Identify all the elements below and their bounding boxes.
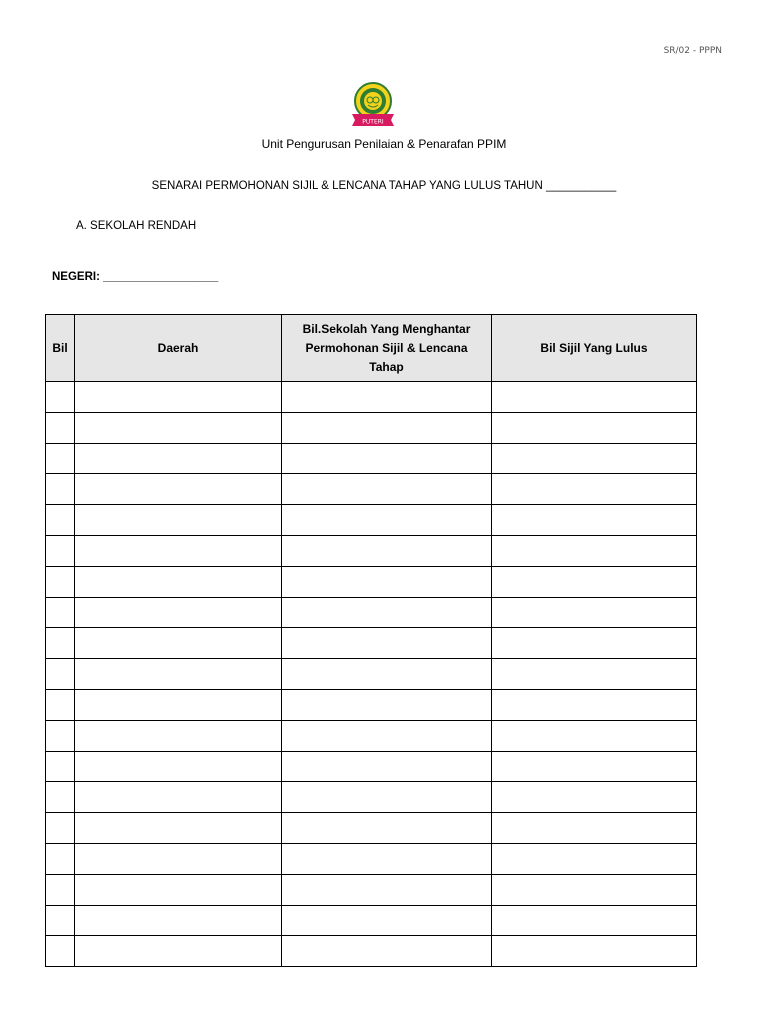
table-row [46, 874, 697, 905]
table-row [46, 535, 697, 566]
table-row [46, 474, 697, 505]
table-cell[interactable] [492, 474, 697, 505]
table-row [46, 597, 697, 628]
table-cell[interactable] [46, 813, 75, 844]
table-cell[interactable] [75, 505, 282, 536]
table-cell[interactable] [492, 782, 697, 813]
table-cell[interactable] [46, 412, 75, 443]
table-cell[interactable] [492, 689, 697, 720]
table-cell[interactable] [46, 659, 75, 690]
table-cell[interactable] [46, 874, 75, 905]
table-header-row [46, 315, 697, 382]
table-cell[interactable] [492, 659, 697, 690]
table-cell[interactable] [75, 720, 282, 751]
table-row [46, 659, 697, 690]
application-table [45, 314, 697, 967]
table-cell[interactable] [75, 843, 282, 874]
table-cell[interactable] [75, 689, 282, 720]
table-cell[interactable] [75, 597, 282, 628]
table-cell[interactable] [492, 813, 697, 844]
table-cell[interactable] [492, 597, 697, 628]
table-cell[interactable] [492, 566, 697, 597]
header-bil: Bil [46, 315, 75, 382]
table-cell[interactable] [75, 936, 282, 967]
table-cell[interactable] [75, 443, 282, 474]
table-cell[interactable] [492, 720, 697, 751]
table-cell[interactable] [75, 751, 282, 782]
table-cell[interactable] [46, 566, 75, 597]
table-cell[interactable] [282, 720, 492, 751]
table-cell[interactable] [75, 782, 282, 813]
table-cell[interactable] [492, 443, 697, 474]
table-cell[interactable] [282, 412, 492, 443]
table-cell[interactable] [46, 689, 75, 720]
table-cell[interactable] [282, 751, 492, 782]
table-cell[interactable] [46, 628, 75, 659]
table-cell[interactable] [282, 474, 492, 505]
table-cell[interactable] [282, 628, 492, 659]
table-cell[interactable] [282, 659, 492, 690]
unit-title: Unit Pengurusan Penilaian & Penarafan PPIM [261, 137, 507, 151]
table-cell[interactable] [75, 566, 282, 597]
table-cell[interactable] [75, 412, 282, 443]
table-body [46, 382, 697, 967]
table-cell[interactable] [46, 382, 75, 413]
negeri-field[interactable]: NEGERI: __________________ [52, 271, 219, 283]
main-title: SENARAI PERMOHONAN SIJIL & LENCANA TAHAP YANG LULUS TAHUN ___________ [151, 180, 617, 192]
table-cell[interactable] [492, 505, 697, 536]
section-label: A. SEKOLAH RENDAH [76, 220, 197, 232]
table-row [46, 382, 697, 413]
table-cell[interactable] [282, 566, 492, 597]
table-cell[interactable] [282, 535, 492, 566]
table-row [46, 905, 697, 936]
header-daerah: Daerah [75, 315, 282, 382]
logo-ribbon-text: PUTERI [362, 118, 384, 126]
table-cell[interactable] [75, 535, 282, 566]
puteri-logo [346, 80, 400, 128]
table-cell[interactable] [282, 874, 492, 905]
table-row [46, 751, 697, 782]
table-cell[interactable] [46, 474, 75, 505]
table-cell[interactable] [75, 659, 282, 690]
table-cell[interactable] [75, 905, 282, 936]
table-cell[interactable] [492, 535, 697, 566]
header-bil-sijil: Bil Sijil Yang Lulus [492, 315, 697, 382]
table-cell[interactable] [75, 874, 282, 905]
table-row [46, 782, 697, 813]
table-cell[interactable] [46, 535, 75, 566]
table-row [46, 412, 697, 443]
document-code: SR/02 - PPPN [663, 46, 722, 56]
table-cell[interactable] [75, 813, 282, 844]
table-row [46, 505, 697, 536]
table-cell[interactable] [282, 443, 492, 474]
table-cell[interactable] [282, 813, 492, 844]
table-cell[interactable] [46, 751, 75, 782]
table-cell[interactable] [46, 597, 75, 628]
table-cell[interactable] [492, 412, 697, 443]
table-cell[interactable] [282, 843, 492, 874]
header-bil-sekolah: Bil.Sekolah Yang Menghantar Permohonan Sijil & Lencana Tahap [282, 315, 492, 382]
table-cell[interactable] [46, 905, 75, 936]
table-cell[interactable] [282, 597, 492, 628]
table-cell[interactable] [492, 874, 697, 905]
table-cell[interactable] [282, 382, 492, 413]
table-cell[interactable] [282, 936, 492, 967]
table-cell[interactable] [46, 443, 75, 474]
table-cell[interactable] [282, 689, 492, 720]
table-row [46, 689, 697, 720]
table-cell[interactable] [46, 843, 75, 874]
table-cell[interactable] [282, 505, 492, 536]
table-cell[interactable] [492, 905, 697, 936]
table-row [46, 936, 697, 967]
table-cell[interactable] [75, 628, 282, 659]
table-cell[interactable] [46, 720, 75, 751]
table-row [46, 628, 697, 659]
table-row [46, 813, 697, 844]
table-row [46, 443, 697, 474]
table-row [46, 720, 697, 751]
table-cell[interactable] [282, 905, 492, 936]
table-cell[interactable] [75, 474, 282, 505]
table-cell[interactable] [46, 936, 75, 967]
table-cell[interactable] [492, 628, 697, 659]
table-cell[interactable] [492, 382, 697, 413]
table-cell[interactable] [492, 936, 697, 967]
table-row [46, 843, 697, 874]
table-cell[interactable] [75, 382, 282, 413]
table-row [46, 566, 697, 597]
table-cell[interactable] [46, 505, 75, 536]
table-cell[interactable] [282, 782, 492, 813]
table-cell[interactable] [492, 751, 697, 782]
table-cell[interactable] [46, 782, 75, 813]
table-cell[interactable] [492, 843, 697, 874]
